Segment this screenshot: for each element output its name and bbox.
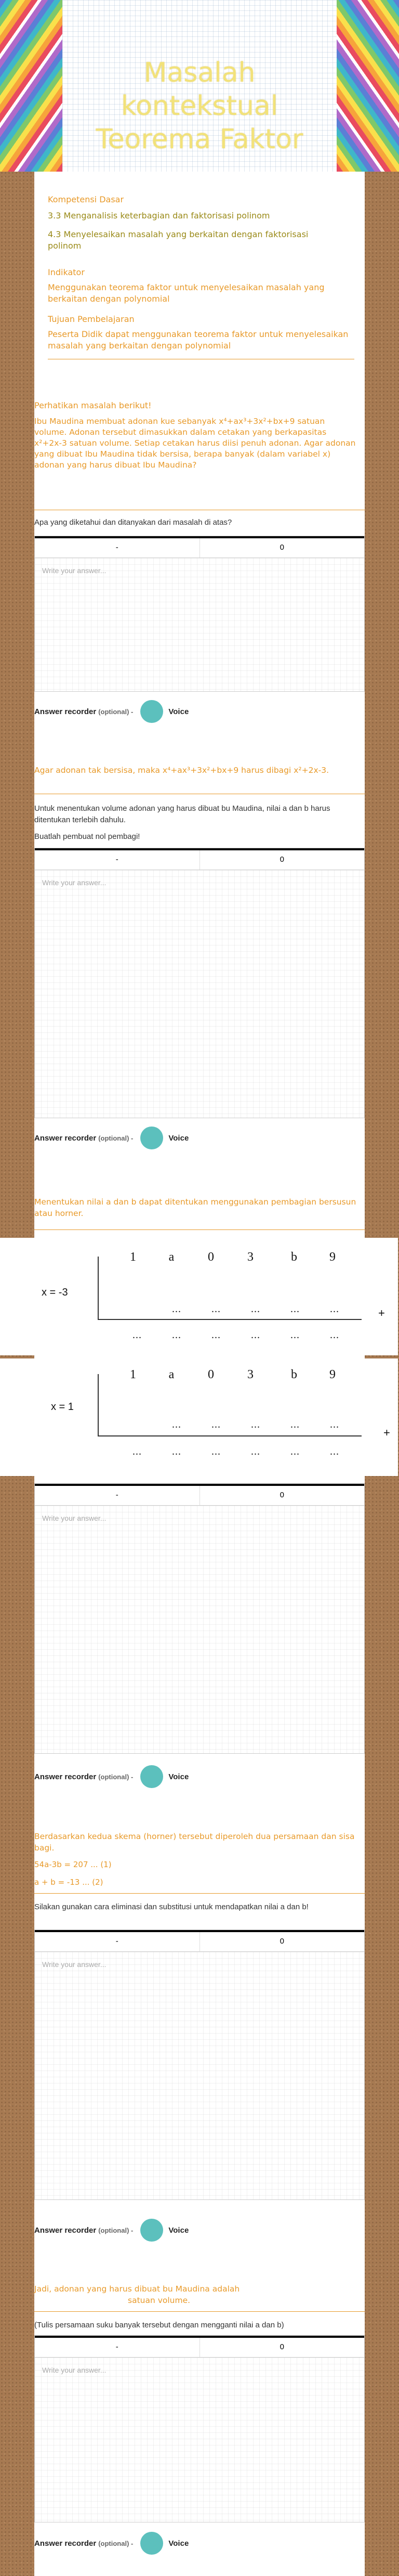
blank-result[interactable]: ...: [251, 1446, 260, 1457]
blank-product[interactable]: ...: [251, 1303, 260, 1315]
answer-toolbar: [35, 2336, 364, 2358]
answer-recorder-1: [34, 700, 189, 723]
answer-recorder-2: [34, 1127, 189, 1149]
section4-instruction: Silakan gunakan cara eliminasi dan substitusi untuk mendapatkan nilai a dan b!: [34, 1902, 309, 1911]
answer-recorder-3: [34, 1765, 189, 1788]
answer-placeholder: Write your answer...: [42, 1514, 107, 1522]
blank-product[interactable]: ...: [330, 1419, 339, 1430]
blank-result[interactable]: ...: [211, 1329, 221, 1341]
divider: [34, 2311, 365, 2312]
blank-product[interactable]: ...: [172, 1303, 181, 1315]
voice-record-button[interactable]: [140, 1765, 163, 1788]
header-banner: [0, 0, 399, 172]
blank-result[interactable]: ...: [251, 1329, 260, 1341]
voice-label: Voice: [168, 707, 189, 716]
recorder-label: Answer recorder: [34, 2539, 97, 2548]
section2-instruction: Untuk menentukan volume adonan yang harus dibuat bu Maudina, nilai a dan b harus ditentukan terlebih dahulu.: [34, 804, 330, 824]
section2-prompt: Buatlah pembuat nol pembagi!: [34, 832, 140, 841]
divider: [34, 1893, 365, 1894]
question-1: Apa yang diketahui dan ditanyakan dari masalah di atas?: [34, 518, 232, 527]
answer-box-3[interactable]: [34, 1483, 365, 1754]
horner-root-label: x = 1: [51, 1401, 74, 1413]
blank-product[interactable]: ...: [211, 1419, 221, 1430]
voice-record-button[interactable]: [140, 2532, 163, 2555]
equation-1: 54a-3b = 207 ... (1): [34, 1860, 112, 1869]
coefficient: b: [291, 1368, 297, 1381]
horner-divider: [98, 1257, 99, 1319]
voice-label: Voice: [168, 1133, 189, 1143]
horner-divider: [98, 1435, 362, 1436]
recorder-optional: (optional) -: [98, 707, 134, 716]
voice-record-button[interactable]: [140, 700, 163, 723]
recorder-optional: (optional) -: [98, 1134, 134, 1142]
recorder-label: Answer recorder: [34, 1133, 97, 1143]
answer-box-5[interactable]: [34, 2335, 365, 2522]
answer-placeholder: Write your answer...: [42, 566, 107, 575]
horner-scheme-1: [0, 1238, 398, 1355]
coefficient: 0: [208, 1250, 214, 1264]
minus-button[interactable]: -: [115, 1937, 118, 1946]
answer-input[interactable]: [35, 2358, 364, 2522]
goal-text: Peserta Didik dapat menggunakan teorema faktor untuk menyelesaikan masalah yang berkaitan dengan polynomial: [48, 329, 349, 351]
answer-box-1[interactable]: [34, 536, 365, 692]
blank-result[interactable]: ...: [132, 1446, 142, 1457]
coefficient: 9: [329, 1368, 336, 1381]
voice-record-button[interactable]: [140, 1127, 163, 1149]
horner-scheme-2: [0, 1358, 398, 1476]
indicator-text: Menggunakan teorema faktor untuk menyelesaikan masalah yang berkaitan dengan polynomial: [48, 282, 325, 304]
answer-toolbar: [35, 1484, 364, 1506]
blank-result[interactable]: ...: [172, 1446, 181, 1457]
answer-recorder-4: [34, 2219, 189, 2242]
section2-heading: Agar adonan tak bersisa, maka x⁴+ax³+3x²+bx+9 harus dibagi x²+2x-3.: [34, 766, 329, 775]
kd-heading: Kompetensi Dasar: [48, 195, 124, 204]
blank-result[interactable]: ...: [290, 1329, 300, 1341]
coefficient: 1: [130, 1368, 136, 1381]
coefficient: 0: [208, 1368, 214, 1381]
answer-input[interactable]: [35, 870, 364, 1118]
section5-instruction: (Tulis persamaan suku banyak tersebut dengan mengganti nilai a dan b): [34, 2321, 284, 2329]
zero-button[interactable]: 0: [200, 2338, 365, 2357]
blank-result[interactable]: ...: [330, 1446, 339, 1457]
coefficient: 3: [247, 1250, 254, 1264]
section3-heading: Menentukan nilai a dan b dapat ditentukan menggunakan pembagian bersusun atau horner.: [34, 1197, 356, 1218]
decorative-stripes-left: [0, 0, 62, 172]
answer-input[interactable]: [35, 1952, 364, 2199]
blank-result[interactable]: ...: [330, 1329, 339, 1341]
answer-box-4[interactable]: [34, 1930, 365, 2200]
blank-result[interactable]: ...: [290, 1446, 300, 1457]
blank-product[interactable]: ...: [290, 1419, 300, 1430]
recorder-label: Answer recorder: [34, 2225, 97, 2235]
horner-divider: [98, 1319, 362, 1320]
recorder-optional: (optional) -: [98, 2539, 134, 2547]
zero-button[interactable]: 0: [200, 1486, 365, 1505]
voice-label: Voice: [168, 2539, 189, 2548]
voice-label: Voice: [168, 1772, 189, 1781]
minus-button[interactable]: -: [115, 1491, 118, 1499]
zero-button[interactable]: 0: [200, 850, 365, 870]
answer-toolbar: [35, 1930, 364, 1952]
coefficient: 1: [130, 1250, 136, 1264]
blank-product[interactable]: ...: [251, 1419, 260, 1430]
answer-toolbar: [35, 848, 364, 870]
voice-label: Voice: [168, 2225, 189, 2235]
minus-button[interactable]: -: [115, 543, 118, 552]
answer-recorder-5: [34, 2532, 189, 2555]
section5-heading-2: satuan volume.: [128, 2296, 191, 2305]
indicator-heading: Indikator: [48, 267, 85, 277]
answer-toolbar: [35, 536, 364, 558]
blank-result[interactable]: ...: [132, 1329, 142, 1341]
coefficient: 9: [329, 1250, 336, 1264]
recorder-optional: (optional) -: [98, 1772, 134, 1781]
horner-divider: [98, 1374, 99, 1435]
blank-product[interactable]: ...: [211, 1303, 221, 1315]
blank-result[interactable]: ...: [211, 1446, 221, 1457]
coefficient: a: [168, 1250, 175, 1264]
section4-heading: Berdasarkan kedua skema (horner) tersebut diperoleh dua persamaan dan sisa bagi.: [34, 1832, 355, 1853]
answer-placeholder: Write your answer...: [42, 878, 107, 887]
equation-2: a + b = -13 ... (2): [34, 1878, 103, 1887]
answer-placeholder: Write your answer...: [42, 2366, 107, 2374]
blank-result[interactable]: ...: [172, 1329, 181, 1341]
answer-input[interactable]: [35, 1506, 364, 1753]
coefficient: a: [168, 1368, 175, 1381]
zero-button[interactable]: 0: [200, 538, 365, 558]
voice-record-button[interactable]: [140, 2219, 163, 2242]
answer-box-2[interactable]: [34, 848, 365, 1118]
minus-button[interactable]: -: [115, 855, 118, 864]
answer-placeholder: Write your answer...: [42, 1960, 107, 1969]
recorder-optional: (optional) -: [98, 2226, 134, 2234]
answer-input[interactable]: [35, 558, 364, 691]
section1-heading: Perhatikan masalah berikut!: [34, 400, 152, 410]
plus-sign: +: [378, 1306, 385, 1319]
blank-product[interactable]: ...: [330, 1303, 339, 1315]
recorder-label: Answer recorder: [34, 707, 97, 716]
recorder-label: Answer recorder: [34, 1772, 97, 1781]
goal-heading: Tujuan Pembelajaran: [48, 314, 135, 324]
horner-root-label: x = -3: [42, 1287, 68, 1298]
coefficient: b: [291, 1250, 297, 1264]
coefficient: 3: [247, 1368, 254, 1381]
kd-item-2: 4.3 Menyelesaikan masalah yang berkaitan dengan faktorisasi polinom: [48, 229, 309, 251]
zero-button[interactable]: 0: [200, 1932, 365, 1951]
decorative-stripes-right: [337, 0, 399, 172]
minus-button[interactable]: -: [115, 2342, 118, 2351]
plus-sign: +: [383, 1426, 390, 1439]
kd-item-1: 3.3 Menganalisis keterbagian dan faktorisasi polinom: [48, 211, 270, 221]
section5-heading-1: Jadi, adonan yang harus dibuat bu Maudina adalah: [34, 2284, 240, 2294]
blank-product[interactable]: ...: [290, 1303, 300, 1315]
blank-product[interactable]: ...: [172, 1419, 181, 1430]
divider: [34, 1229, 365, 1230]
page-title: Masalah kontekstual Teorema Faktor: [96, 57, 303, 155]
story-problem: Ibu Maudina membuat adonan kue sebanyak x⁴+ax³+3x²+bx+9 satuan volume. Adonan tersebut dimasukkan dalam cetakan yang berkapasitas x²+2x-3 satuan volume. Setiap cetakan harus diisi penuh adonan. Agar adonan yang dibuat Ibu Maudina tidak bersisa, berapa banyak (dalam variabel x) adonan yang harus dibuat Ibu Maudina?: [34, 417, 356, 470]
